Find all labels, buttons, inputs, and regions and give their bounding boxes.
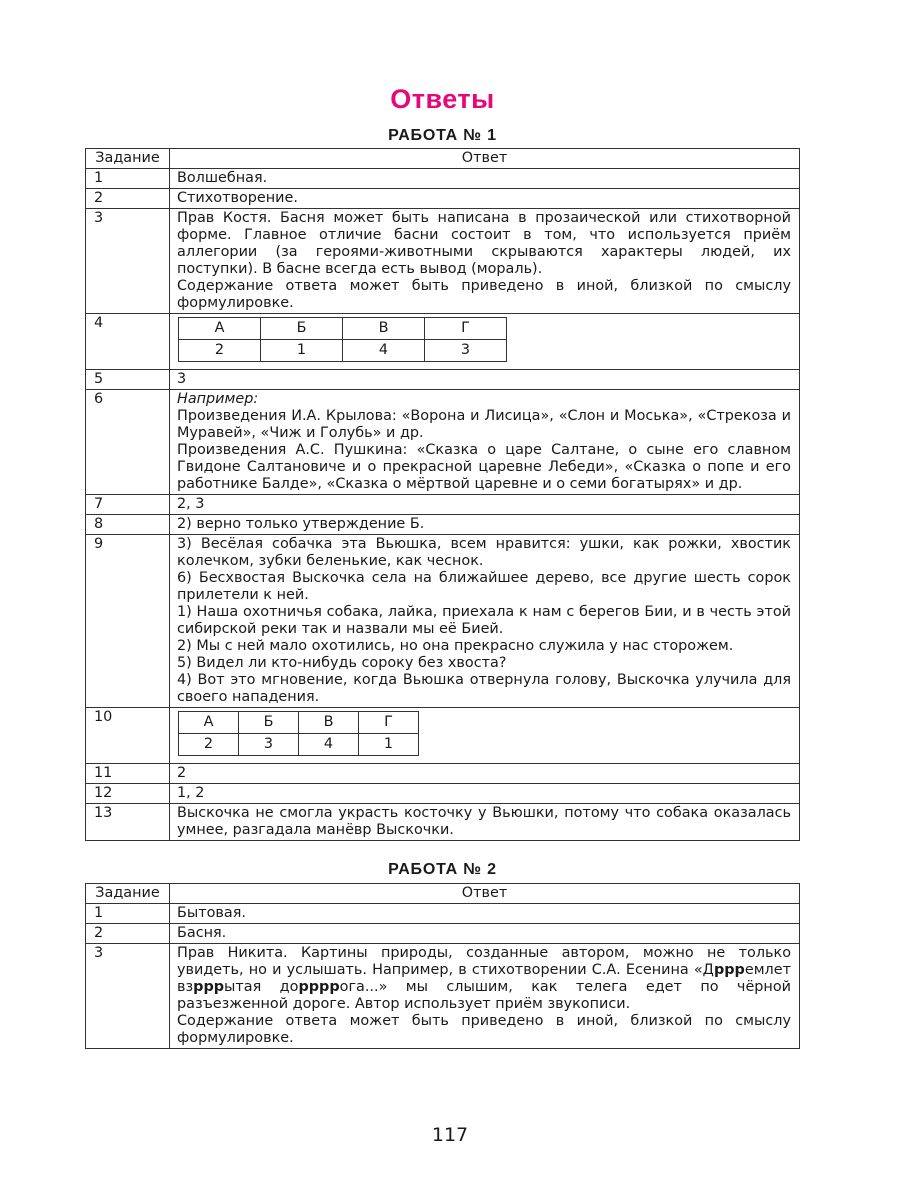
task-number: 8 [86, 515, 170, 535]
answer-paragraph: 3 [177, 371, 187, 387]
match-value: 2 [179, 340, 261, 362]
match-values-row [179, 734, 419, 756]
header-task: Задание [86, 884, 170, 904]
page [85, 80, 800, 1049]
table-row [86, 784, 800, 804]
answer-cell [170, 370, 800, 390]
task-number: 6 [86, 390, 170, 495]
answer-cell [170, 495, 800, 515]
match-value: 2 [179, 734, 239, 756]
match-value: 3 [425, 340, 507, 362]
match-letter: Б [239, 712, 299, 734]
answer-paragraph: Содержание ответа может быть приведено в иной, близкой по смыслу формулировке. [177, 278, 791, 311]
emphasis-sound: ррр [193, 979, 225, 995]
task-number: 9 [86, 535, 170, 708]
table-row [86, 924, 800, 944]
answer-paragraph: 2) верно только утверждение Б. [177, 516, 425, 532]
table-row [86, 804, 800, 841]
table-row [86, 515, 800, 535]
answer-cell [170, 708, 800, 764]
answer-cell [170, 390, 800, 495]
answer-paragraph: 3) Весёлая собачка эта Вьюшка, всем нравится: ушки, как рожки, хвостик колечком, зубки беленькие, как чеснок. [177, 536, 791, 569]
text-segment: ытая до [224, 979, 299, 995]
answer-paragraph: 2) Мы с ней мало охотились, но она прекрасно служила у нас сторожем. [177, 638, 734, 654]
answer-paragraph: Содержание ответа может быть приведено в иной, близкой по смыслу формулировке. [177, 1013, 791, 1046]
answer-cell [170, 169, 800, 189]
header-answer: Ответ [170, 149, 800, 169]
task-number: 3 [86, 944, 170, 1049]
task-number: 3 [86, 209, 170, 314]
answer-cell [170, 209, 800, 314]
task-number: 7 [86, 495, 170, 515]
answer-cell [170, 764, 800, 784]
match-value: 3 [239, 734, 299, 756]
table-row [86, 764, 800, 784]
match-letter: В [343, 318, 425, 340]
table-row [86, 209, 800, 314]
answer-paragraph: 5) Видел ли кто-нибудь сороку без хвоста? [177, 655, 507, 671]
answer-cell [170, 535, 800, 708]
table-header-row [86, 149, 800, 169]
text-segment: ога...» мы слышим, как телега едет по чёрной разъезженной дороге. Автор использует приём звукописи. [177, 979, 791, 1012]
answer-intro: Например: [177, 391, 259, 407]
work1-table [85, 148, 800, 841]
match-letter: В [299, 712, 359, 734]
match-grid [178, 711, 419, 756]
answer-cell [170, 804, 800, 841]
page-title: Ответы [390, 84, 495, 114]
answer-paragraph: Произведения И.А. Крылова: «Ворона и Лисица», «Слон и Моська», «Стрекоза и Муравей», «Чиж и Голубь» и др. [177, 408, 791, 441]
answer-cell [170, 904, 800, 924]
answer-paragraph [177, 945, 791, 1013]
match-letter: А [179, 318, 261, 340]
match-value: 1 [261, 340, 343, 362]
table-row [86, 495, 800, 515]
task-number: 10 [86, 708, 170, 764]
header-task: Задание [86, 149, 170, 169]
answer-paragraph: 2, 3 [177, 496, 205, 512]
task-number: 12 [86, 784, 170, 804]
task-number: 5 [86, 370, 170, 390]
emphasis-sound: рррр [298, 979, 340, 995]
header-answer: Ответ [170, 884, 800, 904]
answer-cell [170, 189, 800, 209]
answer-cell [170, 944, 800, 1049]
answer-paragraph: Выскочка не смогла украсть косточку у Вьюшки, потому что собака оказалась умнее, разгадала манёвр Выскочки. [177, 805, 791, 838]
table-row [86, 944, 800, 1049]
answer-paragraph: Стихотворение. [177, 190, 298, 206]
task-number: 11 [86, 764, 170, 784]
match-letter: Б [261, 318, 343, 340]
table-row [86, 535, 800, 708]
work1-rows [86, 169, 800, 841]
answer-paragraph: Бытовая. [177, 905, 246, 921]
task-number: 1 [86, 904, 170, 924]
task-number: 2 [86, 189, 170, 209]
answer-paragraph: 6) Бесхвостая Выскочка села на ближайшее дерево, все другие шесть сорок прилетели к ней. [177, 570, 791, 603]
answer-paragraph: 4) Вот это мгновение, когда Вьюшка отвернула голову, Выскочка улучила для своего нападения. [177, 672, 791, 705]
match-letters-row [179, 318, 507, 340]
match-values-row [179, 340, 507, 362]
task-number: 13 [86, 804, 170, 841]
match-letter: А [179, 712, 239, 734]
answer-paragraph: Произведения А.С. Пушкина: «Сказка о царе Салтане, о сыне его славном Гвидоне Салтановиче и о прекрасной царевне Лебеди», «Сказка о попе и его работнике Балде», «Сказка о мёртвой царевне и о семи богатырях» и др. [177, 442, 791, 492]
table-row [86, 708, 800, 764]
work2-heading: РАБОТА № 2 [388, 861, 497, 878]
task-number: 4 [86, 314, 170, 370]
work2-table [85, 883, 800, 1049]
table-row [86, 189, 800, 209]
text-segment: Прав Никита. Картины природы, созданные автором, можно не только увидеть, но и услышать. Например, в стихотворении С.А. Есенина «Д [177, 945, 791, 978]
table-row [86, 904, 800, 924]
answer-paragraph: 1) Наша охотничья собака, лайка, приехала к нам с берегов Бии, и в честь этой сибирской реки так и назвали мы её Бией. [177, 604, 791, 637]
match-value: 4 [299, 734, 359, 756]
page-number: 117 [431, 1124, 469, 1146]
work2-rows [86, 904, 800, 1049]
table-row [86, 390, 800, 495]
answer-cell [170, 924, 800, 944]
answer-paragraph: 2 [177, 765, 187, 781]
answer-paragraph: Волшебная. [177, 170, 268, 186]
answer-paragraph: Басня. [177, 925, 227, 941]
answer-paragraph: Прав Костя. Басня может быть написана в прозаической или стихотворной форме. Главное отличие басни состоит в том, что используется приём аллегории (за героями-животными скрываются характеры людей, их поступки). В басне всегда есть вывод (мораль). [177, 210, 791, 277]
answer-paragraph: 1, 2 [177, 785, 205, 801]
task-number: 2 [86, 924, 170, 944]
table-header-row [86, 884, 800, 904]
answer-cell [170, 784, 800, 804]
match-grid [178, 317, 507, 362]
match-letter: Г [425, 318, 507, 340]
emphasis-sound: ррр [713, 962, 745, 978]
match-value: 1 [359, 734, 419, 756]
table-row [86, 169, 800, 189]
match-letter: Г [359, 712, 419, 734]
answer-cell [170, 314, 800, 370]
table-row [86, 370, 800, 390]
match-letters-row [179, 712, 419, 734]
task-number: 1 [86, 169, 170, 189]
answer-cell [170, 515, 800, 535]
work1-heading: РАБОТА № 1 [388, 127, 497, 144]
table-row [86, 314, 800, 370]
text-segment: емлет вз [177, 962, 791, 995]
match-value: 4 [343, 340, 425, 362]
